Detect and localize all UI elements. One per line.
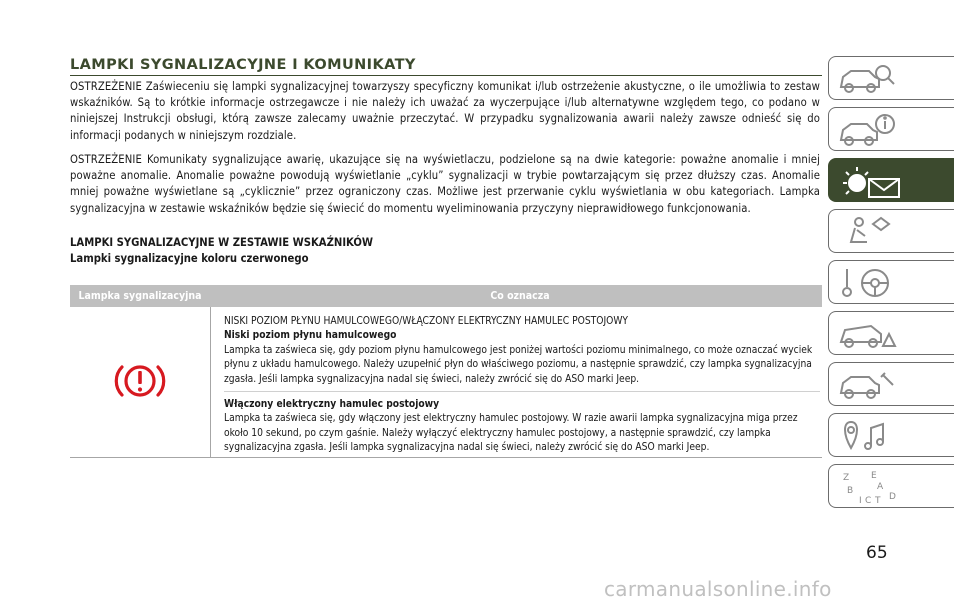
index-letter-b: B <box>847 486 854 496</box>
tab-safety[interactable] <box>828 209 954 253</box>
index-letter-c: C <box>865 496 872 505</box>
warning-light-message-icon <box>837 163 907 199</box>
page-number: 65 <box>866 543 888 563</box>
table-header <box>70 285 822 307</box>
car-wrench-icon <box>837 367 897 403</box>
sub-heading: Lampki sygnalizacyjne koloru czerwonego <box>70 252 309 265</box>
brake-warning-icon <box>112 359 168 403</box>
warning-lights-table <box>70 285 822 458</box>
tab-emergency[interactable] <box>828 311 954 355</box>
index-letter-d: D <box>889 492 896 502</box>
title-divider <box>70 75 822 76</box>
page-title: LAMPKI SYGNALIZACYJNE I KOMUNIKATY <box>70 57 416 73</box>
row-title: NISKI POZIOM PŁYNU HAMULCOWEGO/WŁĄCZONY ELEKTRYCZNY HAMULEC POSTOJOWY <box>224 316 629 327</box>
row-divider <box>224 391 820 392</box>
warning-paragraph-2: OSTRZEŻENIE Komunikaty sygnalizujące awarię, ukazujące się na wyświetlaczu, podzielone są na dwie kategorie: poważne anomalie i mniej poważne anomalie. Anomalie poważne powodują wyświetlanie „cyklu” sygnalizacji w trybie powtarzającym się przez dłuższy czas. Anomalie mniej poważne wyświetlane są „cyklicznie” przez ograniczony czas. Możliwe jest przerwanie cyklu wyświetlania w obu kategoriach. Lampka sygnalizacyjna w zestawie wskaźników będzie się świecić do momentu wyeliminowania przyczyny nieprawidłowego funkcjonowania. <box>70 153 820 215</box>
parking-brake-text: Lampka ta zaświeca się, gdy włączony jest elektryczny hamulec postojowy. W razie awarii lampka sygnalizacyjna miga przez około 10 sekund, po czym gaśnie. Należy wyłączyć elektryczny hamulec postojowy, a następnie sprawdzić, czy lampka sygnalizacyjna zgasła. Jeśli lampka sygnalizacyjna nadal się świeci, należy zwrócić się do ASO marki Jeep. <box>224 413 798 454</box>
tab-car-search[interactable] <box>828 56 954 100</box>
index-letter-e: E <box>871 471 877 481</box>
brake-fluid-heading: Niski poziom płynu hamulcowego <box>224 330 397 342</box>
parking-brake-heading: Włączony elektryczny hamulec postojowy <box>224 399 440 411</box>
watermark: carmanualsonline.info <box>604 577 832 601</box>
column-header-lamp: Lampka sygnalizacyjna <box>78 290 202 302</box>
tab-car-info[interactable] <box>828 107 954 151</box>
car-info-icon <box>837 112 897 148</box>
tab-index[interactable] <box>828 464 954 508</box>
car-search-icon <box>837 61 897 97</box>
lamp-cell <box>70 307 211 457</box>
car-breakdown-icon <box>837 316 897 352</box>
multimedia-icon <box>837 418 897 454</box>
alphabetical-index-icon <box>837 469 907 505</box>
airbag-seat-icon <box>837 214 897 250</box>
tab-maintenance[interactable] <box>828 362 954 406</box>
tab-multimedia[interactable] <box>828 413 954 457</box>
index-letter-z: Z <box>843 473 850 483</box>
key-steering-wheel-icon <box>837 265 897 301</box>
warning-paragraph-1: OSTRZEŻENIE Zaświeceniu się lampki sygnalizacyjnej towarzyszy specyficzny komunikat i/lub ostrzeżenie akustyczne, o ile umożliwia to zestaw wskaźników. Są to krótkie informacje ostrzegawcze i nie należy ich uważać za wyczerpujące i/lub alternatywne względem tego, co podano w niniejszej Instrukcji obsługi, którą zawsze zalecamy uważnie przeczytać. W przypadku sygnalizowania awarii należy zawsze odnieść się do informacji podanych w niniejszym rozdziale. <box>70 80 820 142</box>
meaning-cell <box>211 307 822 457</box>
tab-warning-lights[interactable] <box>828 158 954 202</box>
column-header-meaning: Co oznacza <box>490 290 550 302</box>
section-heading: LAMPKI SYGNALIZACYJNE W ZESTAWIE WSKAŹNIKÓW <box>70 236 374 249</box>
brake-fluid-text: Lampka ta zaświeca się, gdy poziom płynu hamulcowego jest poniżej wartości poziomu minimalnego, co może oznaczać wyciek płynu z układu hamulcowego. Należy uzupełnić płyn do właściwego poziomu, a następnie sprawdzić, czy lampka sygnalizacyjna zgasła. Jeśli lampka sygnalizacyjna nadal się świeci, należy zwrócić się do ASO marki Jeep. <box>224 344 813 385</box>
table-row <box>70 307 822 458</box>
index-letter-a: A <box>877 482 884 492</box>
tab-starting-driving[interactable] <box>828 260 954 304</box>
index-letter-t: T <box>875 496 881 505</box>
index-letter-i: I <box>859 496 862 505</box>
